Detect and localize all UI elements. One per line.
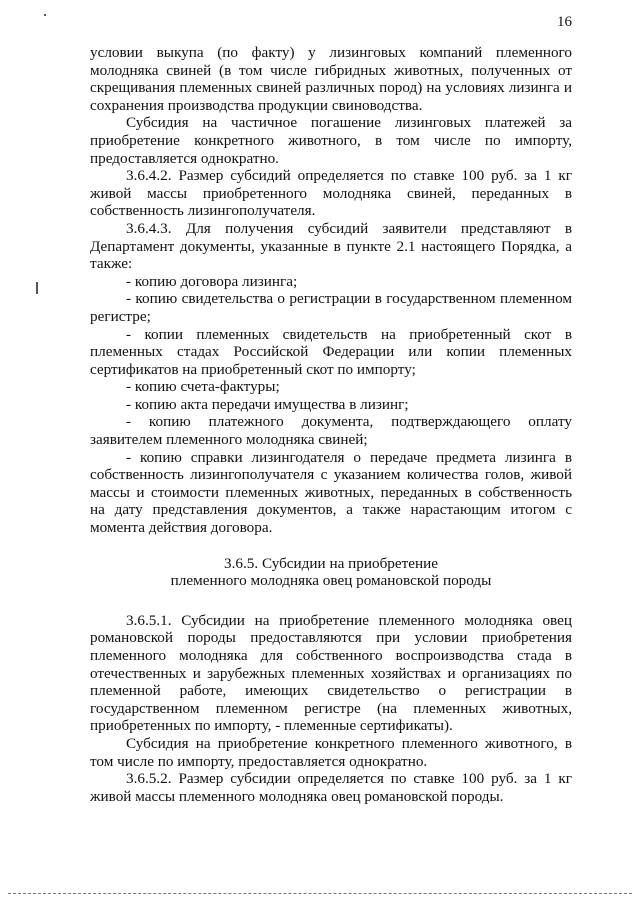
list-item: - копию свидетельства о регистрации в государственном племенном регистре; (90, 290, 572, 325)
page-number: 16 (557, 14, 572, 30)
section-heading-line: 3.6.5. Субсидии на приобретение (223, 554, 439, 572)
scan-edge-line (8, 893, 632, 894)
list-item: - копию справки лизингодателя о передаче предмета лизинга в собственность лизингополучателя с указанием количества голов, живой массы и стоимости племенных животных, переданных в собственность на дату представления документов, а также нарастающим итогом с момента действия договора. (90, 448, 572, 537)
document-body (90, 44, 572, 805)
section-heading (90, 555, 572, 590)
list-item: - копию платежного документа, подтверждающего оплату заявителем племенного молодняка свиней; (90, 413, 572, 449)
list-item: - копию договора лизинга; (126, 272, 298, 290)
scan-speck (36, 282, 38, 294)
list-item: - копию акта передачи имущества в лизинг; (126, 395, 409, 413)
paragraph: 3.6.5.2. Размер субсидии определяется по ставке 100 руб. за 1 кг живой массы племенного молодняка овец романовской породы. (90, 770, 572, 805)
list-item: - копии племенных свидетельств на приобретенный скот в племенных стадах Российской Федерации или копии племенных сертификатов на приобретенный скот по импорту; (90, 325, 572, 378)
paragraph: 3.6.5.1. Субсидии на приобретение племенного молодняка овец романовской породы предоставляются при условии приобретения племенного молодняка для собственного воспроизводства стада в отечественных и зарубежных племенных хозяйствах и организациях по племенной работе, имеющих свидетельство о регистрации в государственном племенном регистре (на племенных животных, приобретенных по импорту, - племенные сертификаты). (90, 611, 572, 735)
scan-speck (44, 14, 46, 16)
section-heading-line: племенного молодняка овец романовской породы (170, 572, 492, 590)
paragraph: 3.6.4.3. Для получения субсидий заявители представляют в Департамент документы, указанные в пункте 2.1 настоящего Порядка, а также: (90, 219, 572, 273)
list-item: - копию счета-фактуры; (126, 378, 280, 396)
paragraph: Субсидия на частичное погашение лизинговых платежей за приобретение конкретного животного, в том числе по импорту, предоставляется однократно. (90, 114, 572, 167)
paragraph: Субсидия на приобретение конкретного племенного животного, в том числе по импорту, предоставляется однократно. (90, 734, 572, 770)
paragraph: 3.6.4.2. Размер субсидий определяется по ставке 100 руб. за 1 кг живой массы приобретенного молодняка свиней, переданных в собственность лизингополучателя. (90, 167, 572, 220)
paragraph: условии выкупа (по факту) у лизинговых компаний племенного молодняка свиней (в том числе гибридных животных, полученных от скрещивания племенных свиней различных пород) на условиях лизинга и сохранения производства продукции свиноводства. (90, 44, 572, 114)
